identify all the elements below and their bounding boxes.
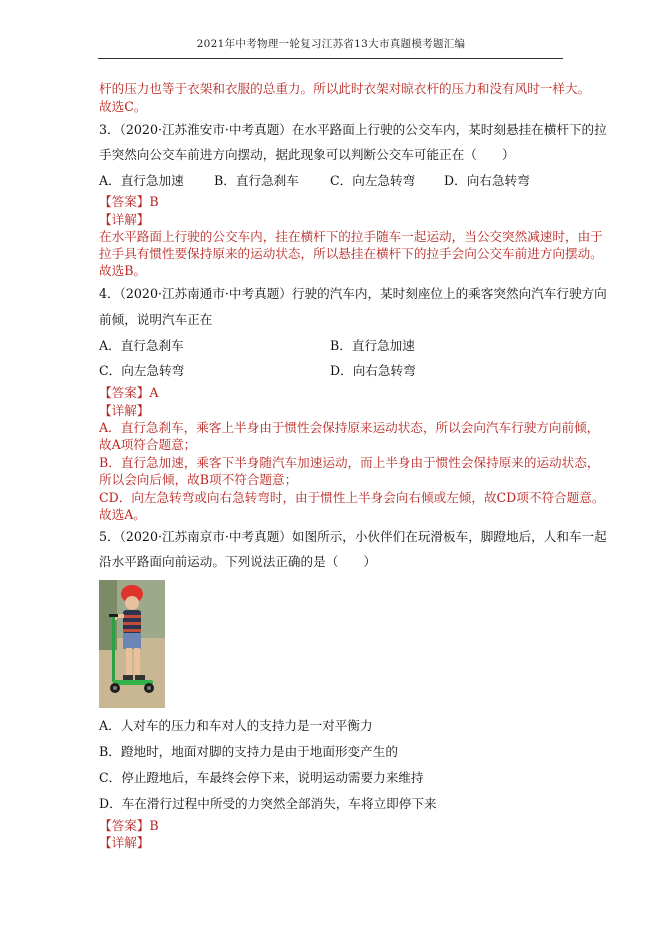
q5-answer: 【答案】B [99,818,159,833]
q3-detail-label: 【详解】 [99,212,150,227]
q4-option-c: C．向左急转弯 [99,363,185,378]
q4-stem-line-2: 前倾，说明汽车正在 [99,312,213,327]
q3-option-c: C．向左急转弯 [330,173,416,188]
q4-option-a: A．直行急刹车 [99,338,184,353]
q4-detail-line-2: 故A项符合题意； [99,437,197,452]
q3-option-a: A．直行急加速 [99,173,184,188]
q5-option-b: B．蹬地时，地面对脚的支持力是由于地面形变产生的 [99,744,398,759]
q3-detail-line-1: 在水平路面上行驶的公交车内，挂在横杆下的拉手随车一起运动，当公交突然减速时，由于 [99,229,603,244]
q4-detail-line-3: B．直行急加速，乘客下半身随汽车加速运动，而上半身由于惯性会保持原来的运动状态， [99,455,600,470]
q4-answer: 【答案】A [99,385,159,400]
q5-option-c: C．停止蹬地后，车最终会停下来，说明运动需要力来维持 [99,770,424,785]
q5-detail-label: 【详解】 [99,835,150,850]
q5-stem-line-1: 5．（2020·江苏南京市·中考真题）如图所示，小伙伴们在玩滑板车，脚蹬地后，人和车一起 [99,529,607,544]
q4-option-b: B．直行急加速 [330,338,415,353]
q3-option-b: B．直行急刹车 [214,173,299,188]
prev-choice: 故选C。 [99,99,147,114]
q5-option-a: A．人对车的压力和车对人的支持力是一对平衡力 [99,718,373,733]
q4-option-d: D．向右急转弯 [330,363,416,378]
q3-answer: 【答案】B [99,194,159,209]
q5-stem-line-2: 沿水平路面向前运动。下列说法正确的是（ ） [99,554,377,569]
q4-detail-label: 【详解】 [99,403,150,418]
q4-stem-line-1: 4．（2020·江苏南通市·中考真题）行驶的汽车内，某时刻座位上的乘客突然向汽车行驶方向 [99,286,607,301]
prev-explanation-line: 杆的压力也等于衣架和衣服的总重力。所以此时衣架对晾衣杆的压力和没有风时一样大。 [99,81,591,96]
q3-detail-line-2: 拉手具有惯性要保持原来的运动状态，所以悬挂在横杆下的拉手会向公交车前进方向摆动。 [99,246,603,261]
q3-detail-line-3: 故选B。 [99,263,147,278]
q4-detail-line-4: 所以会向后倾，故B项不符合题意； [99,472,298,487]
q4-detail-line-6: 故选A。 [99,507,146,522]
scooter-child-photo [99,580,165,708]
q3-stem-line-2: 手突然向公交车前进方向摆动，据此现象可以判断公交车可能正在（ ） [99,147,515,162]
q4-detail-line-5: CD．向左急转弯或向右急转弯时，由于惯性上半身会向右倾或左倾，故CD项不符合题意。 [99,490,605,505]
q3-option-d: D．向右急转弯 [444,173,530,188]
page-header: 2021年中考物理一轮复习江苏省13大市真题模考题汇编 [196,38,466,50]
q5-option-d: D．车在滑行过程中所受的力突然全部消失，车将立即停下来 [99,796,437,811]
q4-detail-line-1: A．直行急刹车，乘客上半身由于惯性会保持原来运动状态，所以会向汽车行驶方向前倾， [99,420,600,435]
q3-stem-line-1: 3．（2020·江苏淮安市·中考真题）在水平路面上行驶的公交车内，某时刻悬挂在横杆下的拉 [99,122,607,137]
header-divider [98,58,563,59]
